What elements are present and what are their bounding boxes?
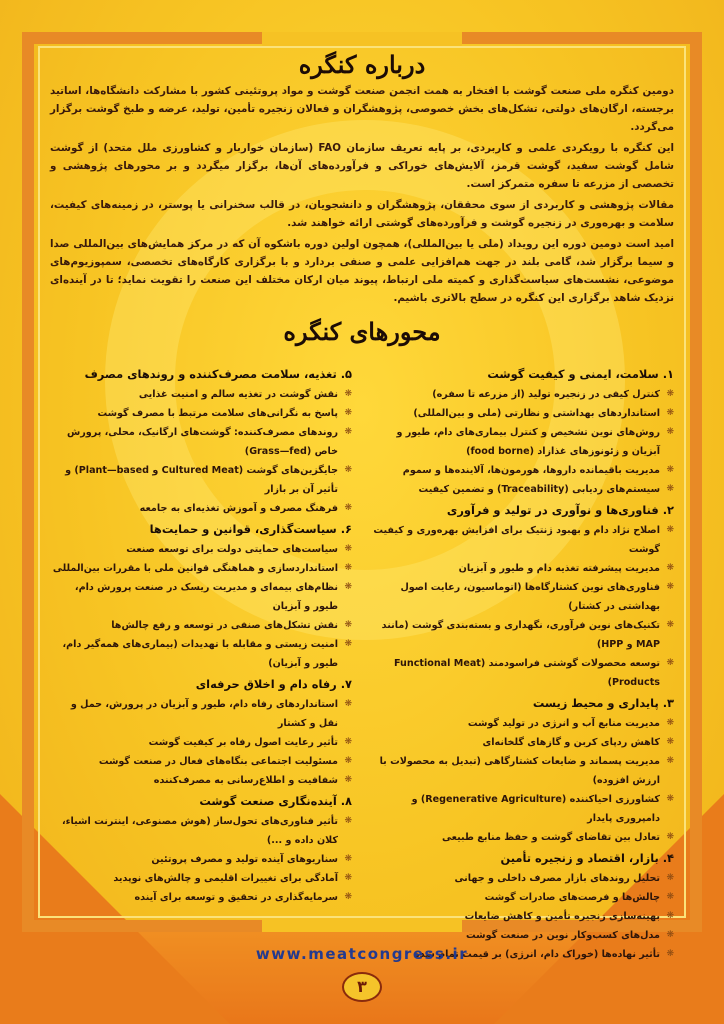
list-item: ❋ سناریوهای آینده تولید و مصرف پروتئین	[50, 850, 338, 869]
axis-section	[50, 792, 352, 907]
list-item: ❋ مدیریت پیشرفته تغذیه دام و طیور و آبزیان	[372, 559, 660, 578]
intro-paragraph: مقالات پژوهشی و کاربردی از سوی محققان، پژوهشگران و دانشجویان، در قالب سخنرانی یا پوستر، در زمینه‌های کیفیت، سلامت و بهره‌وری در زنجیره گوشت و فرآورده‌های گوشتی ارائه خواهند شد.	[50, 199, 674, 229]
axis-list	[50, 540, 352, 673]
list-item: ❋ مدل‌های کسب‌وکار نوین در صنعت گوشت	[372, 926, 660, 945]
list-item: ❋ فناوری‌های نوین کشتارگاه‌ها (اتوماسیون، رعایت اصول بهداشتی در کشتار)	[372, 578, 660, 616]
axis-title: ۵. تغذیه، سلامت مصرف‌کننده و روندهای مصرف	[84, 367, 352, 381]
list-item: ❋ تأثیر فناوری‌های تحول‌ساز (هوش مصنوعی، اینترنت اشیاء، کلان داده و ...)	[50, 812, 338, 850]
intro-paragraph: دومین کنگره ملی صنعت گوشت با افتخار به همت انجمن صنعت گوشت و مواد پروتئینی کشور با مشارکت دانشگاه‌ها، اساتید برجسته، ارگان‌های دولتی، تشکل‌های بخش خصوصی، پژوهشگران و فعالان زنجیره تأمین، تولید، عرضه و طبخ گوشت برگزار می‌گردد.	[50, 85, 674, 133]
list-item: ❋ چالش‌ها و فرصت‌های صادرات گوشت	[372, 888, 660, 907]
list-item: ❋ مسئولیت اجتماعی بنگاه‌های فعال در صنعت گوشت	[50, 752, 338, 771]
list-item: ❋ آمادگی برای تغییرات اقلیمی و چالش‌های نوپدید	[50, 869, 338, 888]
axis-section	[50, 675, 352, 790]
list-item: ❋ اصلاح نژاد دام و بهبود ژنتیک برای افزایش بهره‌وری و کیفیت گوشت	[372, 521, 660, 559]
axis-list	[50, 812, 352, 907]
axis-section	[50, 520, 352, 673]
list-item: ❋ پاسخ به نگرانی‌های سلامت مرتبط با مصرف گوشت	[50, 404, 338, 423]
page-number: ۳	[342, 972, 382, 1002]
list-item: ❋ کنترل کیفی در زنجیره تولید (از مزرعه تا سفره)	[372, 385, 660, 404]
axis-title: ۲. فناوری‌ها و نوآوری در تولید و فرآوری	[446, 503, 674, 517]
axis-title: ۸. آینده‌نگاری صنعت گوشت	[199, 794, 352, 808]
axes-title: محورهای کنگره	[283, 317, 441, 346]
list-item: ❋ استانداردسازی و هماهنگی قوانین ملی با مقررات بین‌المللی	[50, 559, 338, 578]
list-item: ❋ روش‌های نوین تشخیص و کنترل بیماری‌های دام، طیور و آبزیان و زئونوزهای غذازاد (food borne)	[372, 423, 660, 461]
list-item: ❋ استانداردهای رفاه دام، طیور و آبزیان در پرورش، حمل و نقل و کشتار	[50, 695, 338, 733]
axes-columns	[50, 363, 674, 964]
list-item: ❋ تکنیک‌های نوین فرآوری، نگهداری و بسته‌بندی گوشت (مانند MAP و HPP)	[372, 616, 660, 654]
list-item: ❋ امنیت زیستی و مقابله با تهدیدات (بیماری‌های همه‌گیر دام، طیور و آبزیان)	[50, 635, 338, 673]
list-item: ❋ نقش تشکل‌های صنفی در توسعه و رفع چالش‌ها	[50, 616, 338, 635]
list-item: ❋ سیستم‌های ردیابی (Traceability) و تضمین کیفیت	[372, 480, 660, 499]
list-item: ❋ تعادل بین تقاضای گوشت و حفظ منابع طبیعی	[372, 828, 660, 847]
intro-paragraph: امید است دومین دوره این رویداد (ملی یا بین‌المللی)، همچون اولین دوره باشکوه آن که در مرکز همایش‌های بین‌المللی صدا و سیما برگزار شد، گامی بلند در جهت هم‌افزایی علمی و صنفی بردارد و با برگزاری کارگاه‌های تخصصی، سمپوزیوم‌های موضوعی، نشست‌های سیاست‌گذاری و کمیته ملی ارتباط، پیوند میان ارکان مختلف این صنعت را تقویت نماید؛ تا در آینده‌ای نزدیک شاهد برگزاری این کنگره در سطح بالاتری باشیم.	[50, 238, 674, 304]
list-item: ❋ استانداردهای بهداشتی و نظارتی (ملی و بین‌المللی)	[372, 404, 660, 423]
axis-section	[50, 365, 352, 518]
list-item: ❋ نظام‌های بیمه‌ای و مدیریت ریسک در صنعت پرورش دام، طیور و آبزیان	[50, 578, 338, 616]
axis-list	[50, 385, 352, 518]
website-link[interactable]: www.meatcongress.ir	[255, 945, 469, 963]
axis-title: ۴. بازار، اقتصاد و زنجیره تأمین	[500, 851, 674, 865]
axis-section	[372, 694, 674, 847]
list-item: ❋ جایگزین‌های گوشت (Cultured Meat و Plant—based) و تأثیر آن بر بازار	[50, 461, 338, 499]
axis-list	[372, 385, 674, 499]
list-item: ❋ توسعه محصولات گوشتی فراسودمند (Functional Meat Products)	[372, 654, 660, 692]
axis-section	[372, 365, 674, 499]
left-column	[50, 363, 352, 964]
axis-list	[372, 521, 674, 692]
axis-list	[50, 695, 352, 790]
axis-list	[372, 714, 674, 847]
list-item: ❋ بهینه‌سازی زنجیره تأمین و کاهش ضایعات	[372, 907, 660, 926]
list-item: ❋ کاهش ردپای کربن و گازهای گلخانه‌ای	[372, 733, 660, 752]
list-item: ❋ مدیریت منابع آب و انرژی در تولید گوشت	[372, 714, 660, 733]
frame-notch-top	[262, 32, 462, 46]
list-item: ❋ نقش گوشت در تغذیه سالم و امنیت غذایی	[50, 385, 338, 404]
list-item: ❋ تأثیر نهاده‌ها (خوراک دام، انرژی) بر قیمت تمام شده	[372, 945, 660, 964]
list-item: ❋ شفافیت و اطلاع‌رسانی به مصرف‌کننده	[50, 771, 338, 790]
axis-title: ۳. پایداری و محیط زیست	[532, 696, 674, 710]
list-item: ❋ روندهای مصرف‌کننده: گوشت‌های ارگانیک، محلی، پرورش خاص (Grass—fed)	[50, 423, 338, 461]
page-title: درباره کنگره	[298, 50, 426, 79]
list-item: ❋ سرمایه‌گذاری در تحقیق و توسعه برای آینده	[50, 888, 338, 907]
intro-paragraph: این کنگره با رویکردی علمی و کاربردی، بر پایه تعریف سازمان FAO (سازمان خواربار و کشاورزی ملل متحد) از گوشت شامل گوشت سفید، گوشت قرمز، آلایش‌های خوراکی و فرآورده‌های آن‌ها، برگزار میگردد و بر محورهای پژوهشی و تخصصی از مزرعه تا سفره متمرکز است.	[50, 142, 674, 190]
list-item: ❋ کشاورزی احیاکننده (Regenerative Agriculture) و دامپروری پایدار	[372, 790, 660, 828]
axis-title: ۶. سیاست‌گذاری، قوانین و حمایت‌ها	[149, 522, 352, 536]
list-item: ❋ مدیریت باقیمانده داروها، هورمون‌ها، آلاینده‌ها و سموم	[372, 461, 660, 480]
list-item: ❋ فرهنگ مصرف و آموزش تغذیه‌ای به جامعه	[50, 499, 338, 518]
axis-title: ۷. رفاه دام و اخلاق حرفه‌ای	[195, 677, 352, 691]
axis-title: ۱. سلامت، ایمنی و کیفیت گوشت	[487, 367, 674, 381]
axis-section	[372, 501, 674, 692]
list-item: ❋ تأثیر رعایت اصول رفاه بر کیفیت گوشت	[50, 733, 338, 752]
intro-section	[50, 82, 674, 307]
right-column	[372, 363, 674, 964]
list-item: ❋ سیاست‌های حمایتی دولت برای توسعه صنعت	[50, 540, 338, 559]
list-item: ❋ تحلیل روندهای بازار مصرف داخلی و جهانی	[372, 869, 660, 888]
list-item: ❋ مدیریت پسماند و ضایعات کشتارگاهی (تبدیل به محصولات با ارزش افزوده)	[372, 752, 660, 790]
